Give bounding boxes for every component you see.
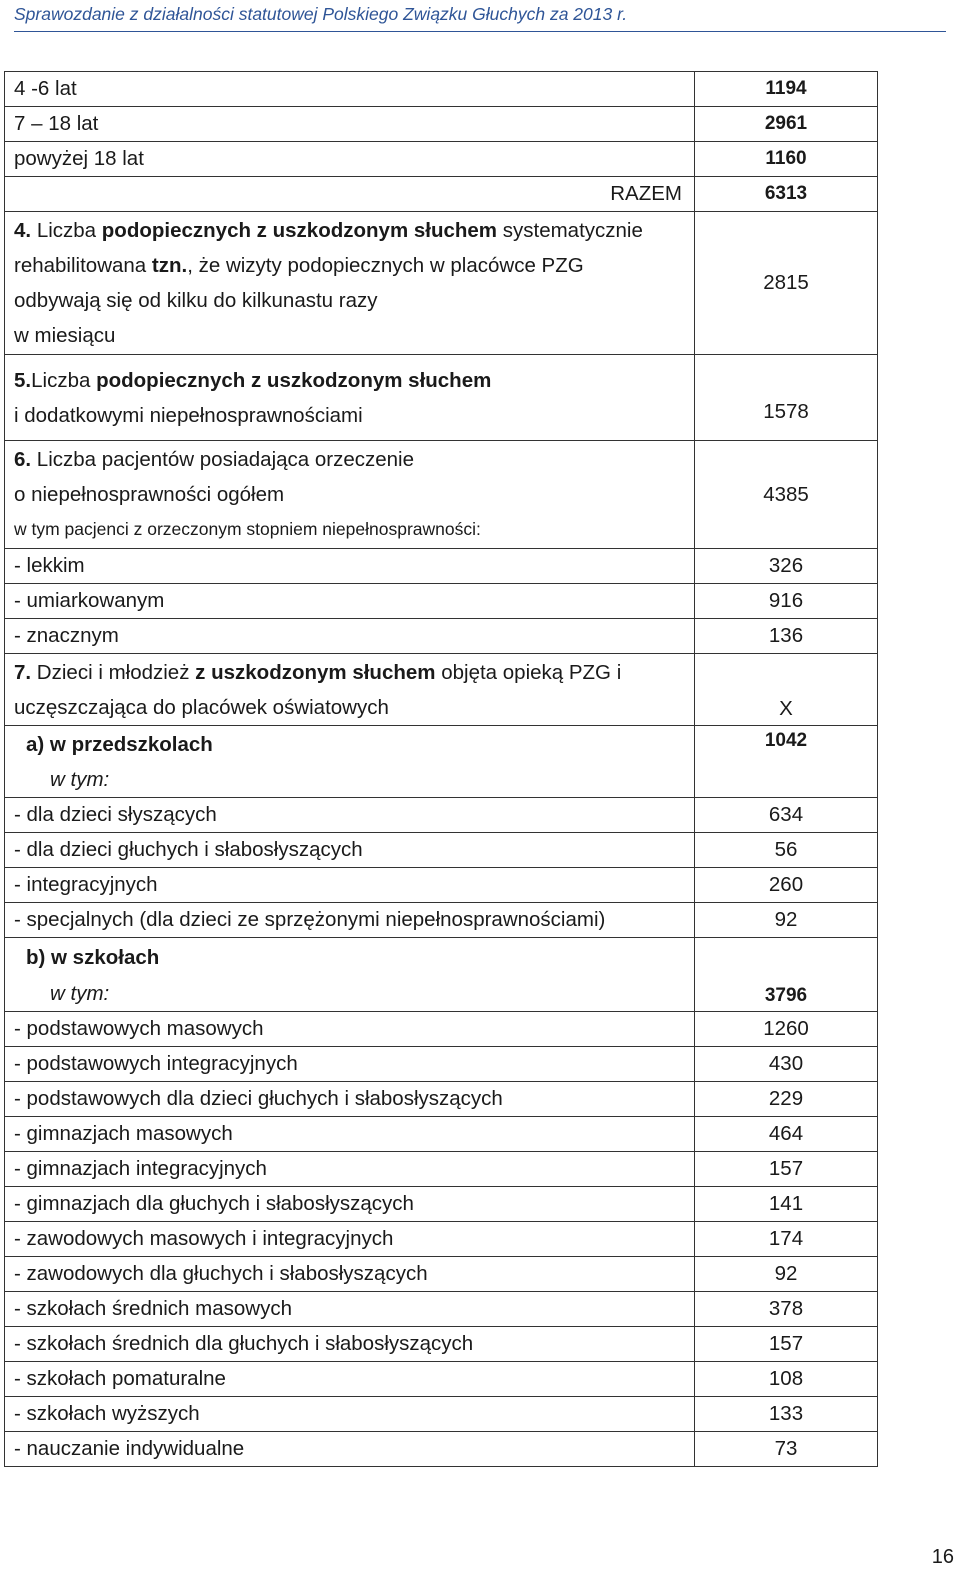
text: Liczba pacjentów posiadająca orzeczenie xyxy=(31,448,415,471)
row-value: 136 xyxy=(695,619,878,654)
row-value: 1260 xyxy=(695,1012,878,1047)
row-value: 229 xyxy=(695,1082,878,1117)
table-row xyxy=(5,1012,878,1047)
row-value: 916 xyxy=(695,584,878,619)
row-label: 7 – 18 lat xyxy=(5,107,695,142)
row-label: - szkołach średnich dla głuchych i słabosłyszących xyxy=(5,1327,695,1362)
text-bold: a) w przedszkolach xyxy=(26,732,213,756)
text: rehabilitowana xyxy=(14,254,152,277)
row-label: - gimnazjach dla głuchych i słabosłyszących xyxy=(5,1187,695,1222)
table-row xyxy=(5,938,878,1012)
row-label: - dla dzieci głuchych i słabosłyszących xyxy=(5,833,695,868)
total-value: 6313 xyxy=(695,177,878,212)
table-row xyxy=(5,654,878,726)
row-value: 73 xyxy=(695,1432,878,1467)
text: w miesiącu xyxy=(14,324,116,347)
row-value: 133 xyxy=(695,1397,878,1432)
text: odbywają się od kilku do kilkunastu razy xyxy=(14,289,378,312)
text: w tym pacjenci z orzeczonym stopniem niepełnosprawności: xyxy=(14,519,481,539)
row-value: 1160 xyxy=(695,142,878,177)
row-label: - integracyjnych xyxy=(5,868,695,903)
text-bold: z uszkodzonym słuchem xyxy=(195,660,436,684)
section-4-value: 2815 xyxy=(695,212,878,355)
row-label: - gimnazjach integracyjnych xyxy=(5,1152,695,1187)
row-label: - podstawowych masowych xyxy=(5,1012,695,1047)
table-row xyxy=(5,1257,878,1292)
section-5-label xyxy=(5,355,695,441)
text: systematycznie xyxy=(497,219,643,242)
table-row xyxy=(5,1362,878,1397)
row-label: 4 -6 lat xyxy=(5,72,695,107)
section-number: 5. xyxy=(14,368,32,392)
row-value: 1194 xyxy=(695,72,878,107)
subsection-a-label xyxy=(5,726,695,798)
subsection-a-value: 1042 xyxy=(695,726,878,798)
row-label: - zawodowych dla głuchych i słabosłyszących xyxy=(5,1257,695,1292)
table-row xyxy=(5,833,878,868)
text: Dzieci i młodzież xyxy=(31,660,196,684)
table-row xyxy=(5,107,878,142)
text: objęta opieką PZG i xyxy=(435,660,622,684)
table-row xyxy=(5,1187,878,1222)
table-row xyxy=(5,726,878,798)
row-value: 2961 xyxy=(695,107,878,142)
table-row xyxy=(5,212,878,355)
row-label: - dla dzieci słyszących xyxy=(5,798,695,833)
row-label: - podstawowych dla dzieci głuchych i słabosłyszących xyxy=(5,1082,695,1117)
row-label: - zawodowych masowych i integracyjnych xyxy=(5,1222,695,1257)
row-value: 92 xyxy=(695,1257,878,1292)
row-value: 157 xyxy=(695,1152,878,1187)
section-7-label xyxy=(5,654,695,726)
text-italic: w tym: xyxy=(50,767,110,791)
table-row xyxy=(5,903,878,938)
row-label: - szkołach pomaturalne xyxy=(5,1362,695,1397)
table-row xyxy=(5,355,878,441)
text-bold: podopiecznych z uszkodzonym słuchem xyxy=(96,368,492,392)
row-label: - specjalnych (dla dzieci ze sprzężonymi niepełnosprawnościami) xyxy=(5,903,695,938)
table-row xyxy=(5,1222,878,1257)
row-value: 260 xyxy=(695,868,878,903)
section-6-value: 4385 xyxy=(695,441,878,549)
text: uczęszczająca do placówek oświatowych xyxy=(14,695,389,719)
row-label: - gimnazjach masowych xyxy=(5,1117,695,1152)
text: i dodatkowymi niepełnosprawnościami xyxy=(14,403,363,427)
table-row xyxy=(5,619,878,654)
row-value: 430 xyxy=(695,1047,878,1082)
row-label: - lekkim xyxy=(5,549,695,584)
table-row xyxy=(5,868,878,903)
table-row xyxy=(5,1047,878,1082)
table-row xyxy=(5,177,878,212)
table-row xyxy=(5,72,878,107)
table-row xyxy=(5,441,878,549)
table-row xyxy=(5,1292,878,1327)
subsection-b-value: 3796 xyxy=(695,938,878,1012)
text: , że wizyty podopiecznych w placówce PZG xyxy=(187,254,584,277)
table-row xyxy=(5,1152,878,1187)
section-5-value: 1578 xyxy=(695,355,878,441)
text-bold: podopiecznych z uszkodzonym słuchem xyxy=(101,219,498,242)
row-value: 174 xyxy=(695,1222,878,1257)
total-label: RAZEM xyxy=(5,177,695,212)
table-row xyxy=(5,1082,878,1117)
row-label: - znacznym xyxy=(5,619,695,654)
row-label: - podstawowych integracyjnych xyxy=(5,1047,695,1082)
table-row xyxy=(5,1327,878,1362)
subsection-b-label xyxy=(5,938,695,1012)
table-row xyxy=(5,798,878,833)
text-bold: b) w szkołach xyxy=(26,945,160,969)
row-value: 464 xyxy=(695,1117,878,1152)
section-7-value: X xyxy=(695,654,878,726)
text-italic: w tym: xyxy=(50,981,110,1005)
row-value: 92 xyxy=(695,903,878,938)
table-row xyxy=(5,1397,878,1432)
section-number: 7. xyxy=(14,660,32,684)
row-value: 326 xyxy=(695,549,878,584)
document-header: Sprawozdanie z działalności statutowej Polskiego Związku Głuchych za 2013 r. xyxy=(14,4,946,32)
row-value: 157 xyxy=(695,1327,878,1362)
table-row xyxy=(5,142,878,177)
row-value: 108 xyxy=(695,1362,878,1397)
text: Liczba xyxy=(36,219,102,242)
row-label: - umiarkowanym xyxy=(5,584,695,619)
row-value: 56 xyxy=(695,833,878,868)
section-number: 6. xyxy=(14,448,32,471)
page-number: 16 xyxy=(931,1546,954,1568)
row-label: - szkołach średnich masowych xyxy=(5,1292,695,1327)
row-label: powyżej 18 lat xyxy=(5,142,695,177)
section-4-label xyxy=(5,212,695,355)
section-number: 4. xyxy=(14,219,32,242)
section-6-label xyxy=(5,441,695,549)
row-label: - szkołach wyższych xyxy=(5,1397,695,1432)
text: o niepełnosprawności ogółem xyxy=(14,483,285,506)
table-row xyxy=(5,1117,878,1152)
row-value: 378 xyxy=(695,1292,878,1327)
table-row xyxy=(5,549,878,584)
row-value: 634 xyxy=(695,798,878,833)
statistics-table xyxy=(4,71,878,1467)
row-value: 141 xyxy=(695,1187,878,1222)
table-row xyxy=(5,584,878,619)
table-row xyxy=(5,1432,878,1467)
text: Liczba xyxy=(31,368,97,392)
text-bold: tzn. xyxy=(151,254,188,277)
row-label: - nauczanie indywidualne xyxy=(5,1432,695,1467)
